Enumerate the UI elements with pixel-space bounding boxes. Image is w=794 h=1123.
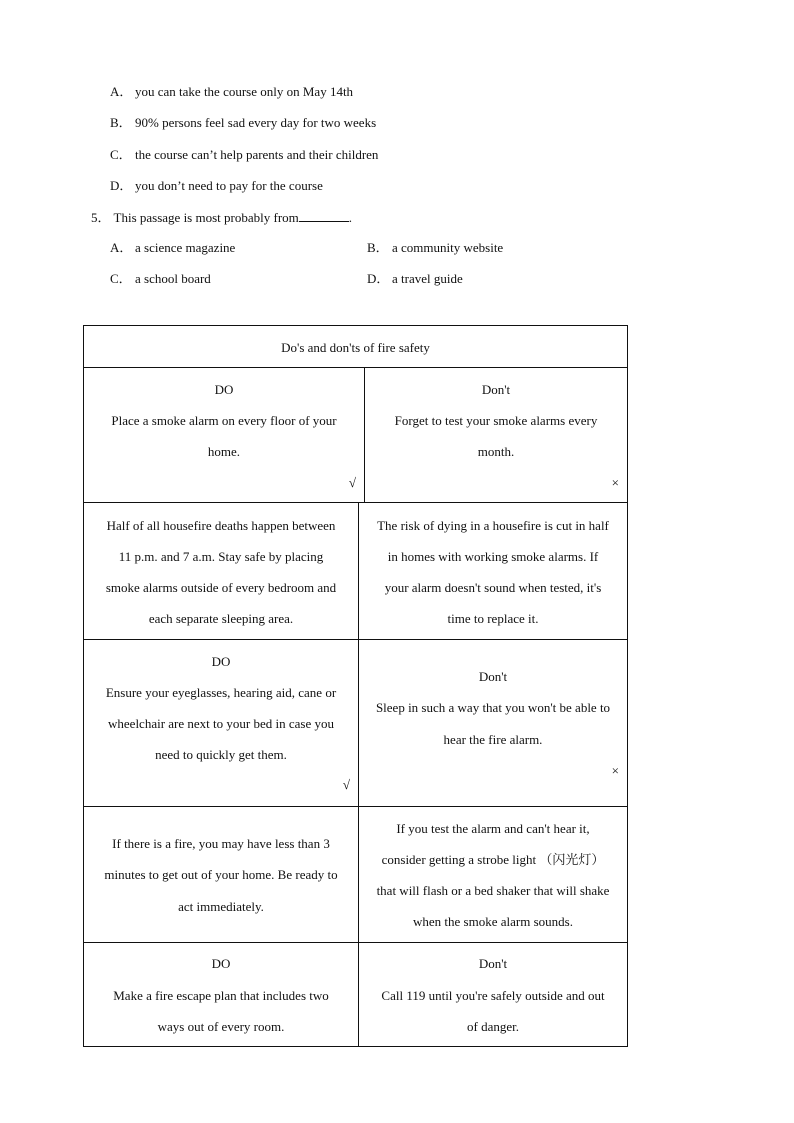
row1-right-heading: Don't [481,382,511,397]
row1-left-line: Place a smoke alarm on every floor of your [111,413,337,428]
option-d: D． you don’t need to pay for the course [110,178,323,193]
row3-left-line: need to quickly get them. [155,747,287,762]
row5-right-line: of danger. [467,1019,519,1034]
row2-right-line: your alarm doesn't sound when tested, it's [384,580,602,595]
check-mark: √ [348,475,356,490]
cross-mark: × [611,763,619,778]
row3-right-line: Sleep in such a way that you won't be able to [375,700,611,715]
row2-left-cell [83,502,359,640]
row5-left-line: Make a fire escape plan that includes two [113,988,329,1003]
row5-right-cell [358,942,628,1047]
row3-left-line: wheelchair are next to your bed in case you [108,716,334,731]
q5-option-a: A． a science magazine [110,240,236,255]
table-title: Do's and don'ts of fire safety [281,340,430,355]
row2-left-line: each separate sleeping area. [148,611,294,626]
row1-left-heading: DO [214,382,234,397]
q5-option-c: C． a school board [110,271,211,286]
row2-right-line: in homes with working smoke alarms. If [387,549,599,564]
row1-right-cell [364,367,628,503]
row1-right-line: Forget to test your smoke alarms every [394,413,598,428]
cross-mark: × [611,475,619,490]
row3-right-heading: Don't [478,669,508,684]
row3-right-cell [358,639,628,807]
row4-right-line: that will flash or a bed shaker that will shake [376,883,610,898]
q5-option-b: B． a community website [367,240,504,255]
option-b: B． 90% persons feel sad every day for two weeks [110,115,377,130]
row5-left-heading: DO [211,956,231,971]
row1-right-line: month. [477,444,515,459]
answer-blank [299,209,349,222]
row2-left-line: smoke alarms outside of every bedroom and [105,580,337,595]
table-title-cell [83,325,628,368]
row3-left-heading: DO [211,654,231,669]
row2-left-line: Half of all housefire deaths happen between [106,518,336,533]
row5-left-line: ways out of every room. [157,1019,285,1034]
row4-left-cell [83,806,359,943]
row3-left-cell [83,639,359,807]
row4-right-line: when the smoke alarm sounds. [413,914,573,929]
row3-right-line: hear the fire alarm. [443,732,543,747]
row2-left-line: 11 p.m. and 7 a.m. Stay safe by placing [118,549,324,564]
row1-left-cell [83,367,365,503]
row5-left-cell [83,942,359,1047]
row4-left-line: minutes to get out of your home. Be ready to [104,867,338,882]
row2-right-line: time to replace it. [447,611,539,626]
row4-right-line: consider getting a strobe light （闪光灯） [381,852,605,867]
row5-right-heading: Don't [478,956,508,971]
check-mark: √ [342,777,350,792]
q5-option-d: D． a travel guide [367,271,463,286]
row1-left-line: home. [207,444,241,459]
question-5-stem: 5． This passage is most probably from . [91,210,353,225]
row4-left-line: act immediately. [178,899,264,914]
row2-right-line: The risk of dying in a housefire is cut in half [377,518,609,533]
row5-right-line: Call 119 until you're safely outside and out [381,988,605,1003]
option-c: C． the course can’t help parents and their children [110,147,379,162]
row4-right-line: If you test the alarm and can't hear it, [396,821,590,836]
row4-right-cell [358,806,628,943]
row3-left-line: Ensure your eyeglasses, hearing aid, cane or [105,685,337,700]
row4-left-line: If there is a fire, you may have less than 3 [112,836,330,851]
option-a: A． you can take the course only on May 14th [110,84,354,99]
row2-right-cell [358,502,628,640]
